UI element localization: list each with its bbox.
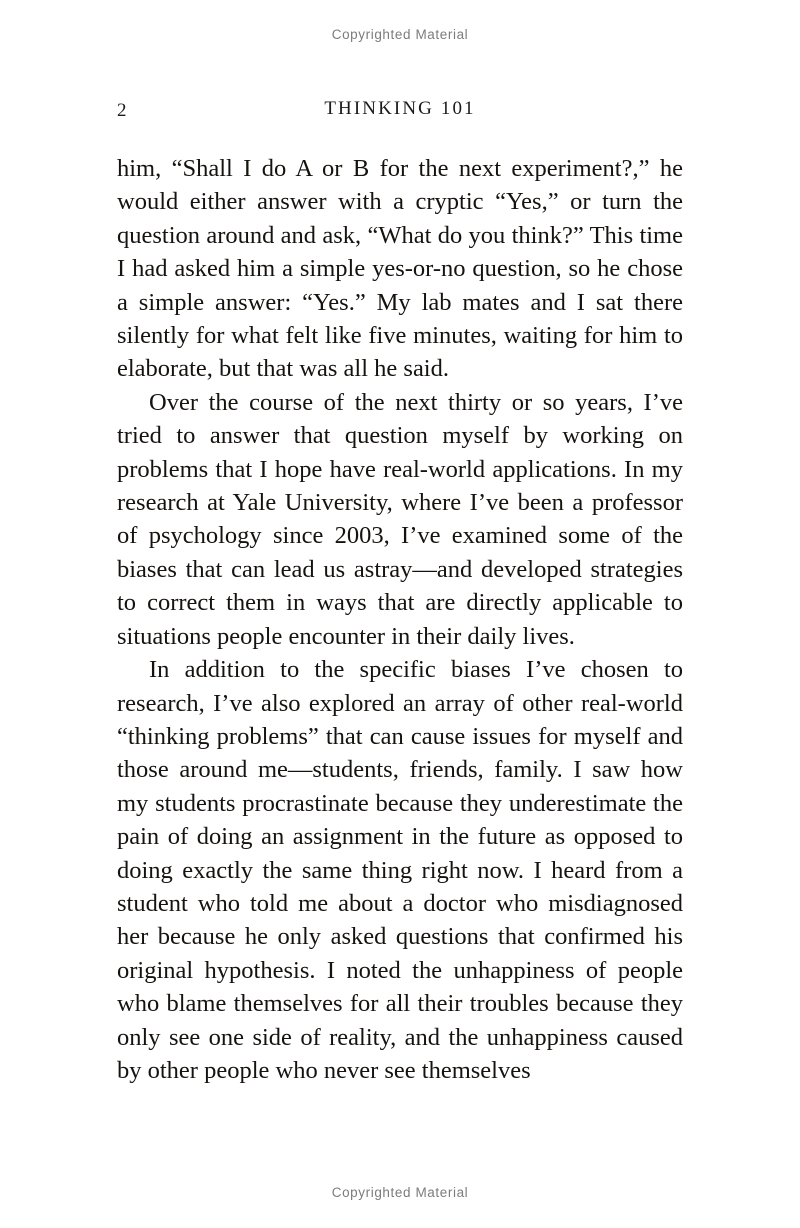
paragraph: Over the course of the next thirty or so years, I’ve tried to answer that question myself by working on problems that I hope have real-world applications. In my research at Yale University, where I’ve been a professor of psychology since 2003, I’ve examined some of the biases that can lead us astray—and developed strategies to correct them in ways that are directly applicable to situations people encounter in their daily lives.	[117, 388, 683, 650]
copyright-watermark-top: Copyrighted Material	[331, 27, 469, 42]
paragraph: In addition to the specific biases I’ve chosen to research, I’ve also explored an array of other real-world “thinking problems” that can cause issues for myself and those around me—students, friends, family. I saw how my students procrastinate because they underestimate the pain of doing an assignment in the future as opposed to doing exactly the same thing right now. I heard from a student who told me about a doctor who misdiagnosed her because he only asked questions that confirmed his original hypothesis. I noted the unhappiness of people who blame themselves for all their troubles because they only see one side of reality, and the unhappiness caused by other people who never see themselves	[117, 656, 683, 1084]
page-number: 2	[117, 100, 127, 121]
book-title: THINKING 101	[324, 98, 476, 119]
running-head	[117, 98, 683, 124]
body-text	[117, 152, 683, 1087]
copyright-watermark-bottom: Copyrighted Material	[331, 1185, 469, 1200]
paragraph: him, “Shall I do A or B for the next experiment?,” he would either answer with a cryptic “Yes,” or turn the question around and ask, “What do you think?” This time I had asked him a simple yes-or-no question, so he chose a simple answer: “Yes.” My lab mates and I sat there silently for what felt like five minutes, waiting for him to elaborate, but that was all he said.	[117, 155, 683, 383]
